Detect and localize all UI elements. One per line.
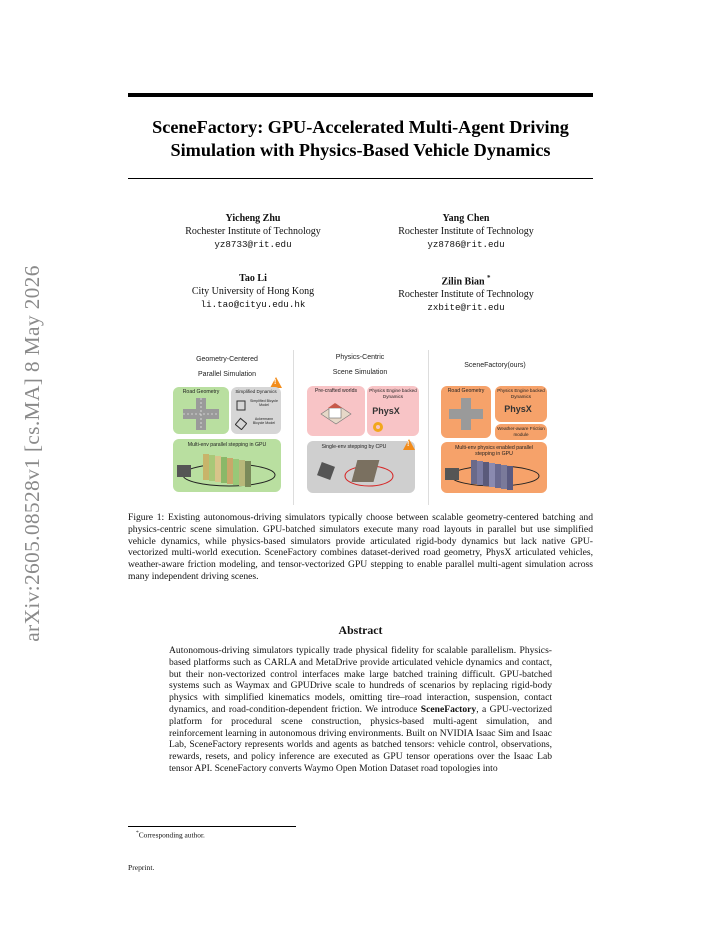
author-block bbox=[356, 272, 576, 314]
author-block bbox=[143, 212, 363, 251]
panel1-title: Geometry-Centered Parallel Simulation bbox=[196, 356, 258, 378]
author-block bbox=[356, 212, 576, 251]
single-env-graphic bbox=[315, 454, 407, 490]
author-email: zxbite@rit.edu bbox=[427, 302, 505, 314]
author-name: Tao Li bbox=[239, 273, 267, 284]
author-name: Yang Chen bbox=[442, 213, 490, 224]
physx-logo: PhysX bbox=[372, 406, 400, 416]
author-email: yz8786@rit.edu bbox=[427, 239, 505, 250]
author-affiliation: Rochester Institute of Technology bbox=[398, 289, 534, 301]
arxiv-stamp-text: arXiv:2605.08528v1 [cs.MA] 8 May 2026 bbox=[19, 264, 44, 642]
author-affiliation: Rochester Institute of Technology bbox=[398, 226, 534, 237]
author-affiliation: City University of Hong Kong bbox=[191, 286, 315, 297]
parallel-physics-envs-graphic bbox=[445, 458, 543, 490]
footnote-mark: * bbox=[136, 830, 139, 836]
panel2-precrafted-worlds-box: Pre-crafted worlds bbox=[307, 386, 365, 436]
panel1-road-geometry-box: Road Geometry bbox=[173, 387, 229, 434]
abstract-emphasis: SceneFactory bbox=[420, 703, 477, 715]
physx-logo: PhysX bbox=[504, 404, 532, 414]
title-rule-bottom bbox=[128, 178, 593, 179]
author-name: Yicheng Zhu bbox=[225, 213, 281, 224]
author-email: yz8733@rit.edu bbox=[214, 239, 292, 250]
title-rule-top bbox=[128, 93, 593, 97]
panel-divider bbox=[428, 350, 429, 505]
panel3-friction-module-box: Weather-aware Friction module bbox=[495, 424, 547, 440]
city-house-icon bbox=[319, 402, 353, 432]
panel2-physics-engine-box: Physics Engine backed Dynamics PhysX bbox=[367, 386, 419, 436]
author-name: Zilin Bian * bbox=[441, 274, 491, 288]
panel3-physics-engine-box: Physics Engine backed Dynamics PhysX bbox=[495, 386, 547, 422]
panel1-simplified-dynamics-box: Simplified Dynamics Simplified Bicycle Model Ackermann Bicycle Model bbox=[231, 387, 281, 434]
author-mark: * bbox=[487, 274, 491, 282]
figure-1 bbox=[166, 350, 558, 510]
panel-divider bbox=[293, 350, 294, 505]
panel2-title: Physics-Centric Scene Simulation bbox=[332, 354, 388, 376]
footnote-rule bbox=[128, 826, 296, 827]
panel3-road-geometry-box: Road Geometry bbox=[441, 386, 491, 438]
warning-icon bbox=[403, 439, 415, 450]
gear-icon bbox=[372, 420, 412, 434]
panel3-title: SceneFactory(ours) bbox=[464, 362, 526, 369]
parallel-envs-graphic bbox=[177, 451, 277, 489]
road-intersection-icon bbox=[449, 398, 483, 430]
abstract-body: Autonomous-driving simulators typically trade physical fidelity for scalable parallelism. Physics-based platforms such as CARLA and MetaDrive provide articulated vehicle dynamics and contact, but their non-vectorized control interfaces make large batched training difficult. GPU-batched systems such as Waymax and GPUDrive scale to hundreds of scenarios by replacing rigid-body physics with simplified kinematics models, omitting tire–road interaction, suspension, contact dynamics, and road-condition-dependent friction. We introduce SceneFactory, a GPU-vectorized platform for procedural scene construction, physics-based multi-agent simulation, and reinforcement learning in autonomous driving environments. Built on NVIDIA Isaac Sim and Isaac Lab, SceneFactory represents worlds and agents as batched tensors: vehicle control, observations, rewards, resets, and policy inference are executed as GPU tensor operations over the Isaac Lab tensor API. SceneFactory converts Waymo Open Motion Dataset road topologies into bbox=[169, 645, 553, 774]
road-intersection-icon bbox=[183, 398, 219, 430]
figure-caption: Figure 1: Existing autonomous-driving simulators typically choose between scalable geometry-centered batching and physics-centric scene simulation. GPU-batched simulators execute many road layouts in parallel but use simplified vehicle dynamics, while physics-based simulators provide articulated rigid-body dynamics but lack native GPU-vectorized multi-world execution. SceneFactory combines dataset-derived road geometry, PhysX articulated vehicles, weather-aware friction modeling, and tensor-vectorized GPU stepping to enable parallel multi-agent simulation across many independent driving scenes. bbox=[128, 512, 593, 582]
panel1-gpu-stepping-box: Multi-env parallel stepping in GPU bbox=[173, 439, 281, 492]
paper-title: SceneFactory: GPU-Accelerated Multi-Agent Driving Simulation with Physics-Based Vehicle Dynamics bbox=[152, 117, 569, 160]
bicycle-model-icon bbox=[235, 400, 247, 430]
panel3-gpu-stepping-box: Multi-env physics enabled parallel stepping in GPU bbox=[441, 442, 547, 493]
abstract-heading: Abstract bbox=[338, 623, 383, 637]
author-affiliation: Rochester Institute of Technology bbox=[185, 226, 321, 237]
preprint-label: Preprint. bbox=[128, 863, 155, 872]
arxiv-stamp bbox=[12, 258, 52, 648]
author-email: li.tao@cityu.edu.hk bbox=[200, 299, 306, 310]
panel2-cpu-stepping-box: Single-env stepping by CPU bbox=[307, 441, 415, 493]
author-block bbox=[143, 272, 363, 311]
footnote: *Corresponding author. bbox=[136, 830, 205, 840]
